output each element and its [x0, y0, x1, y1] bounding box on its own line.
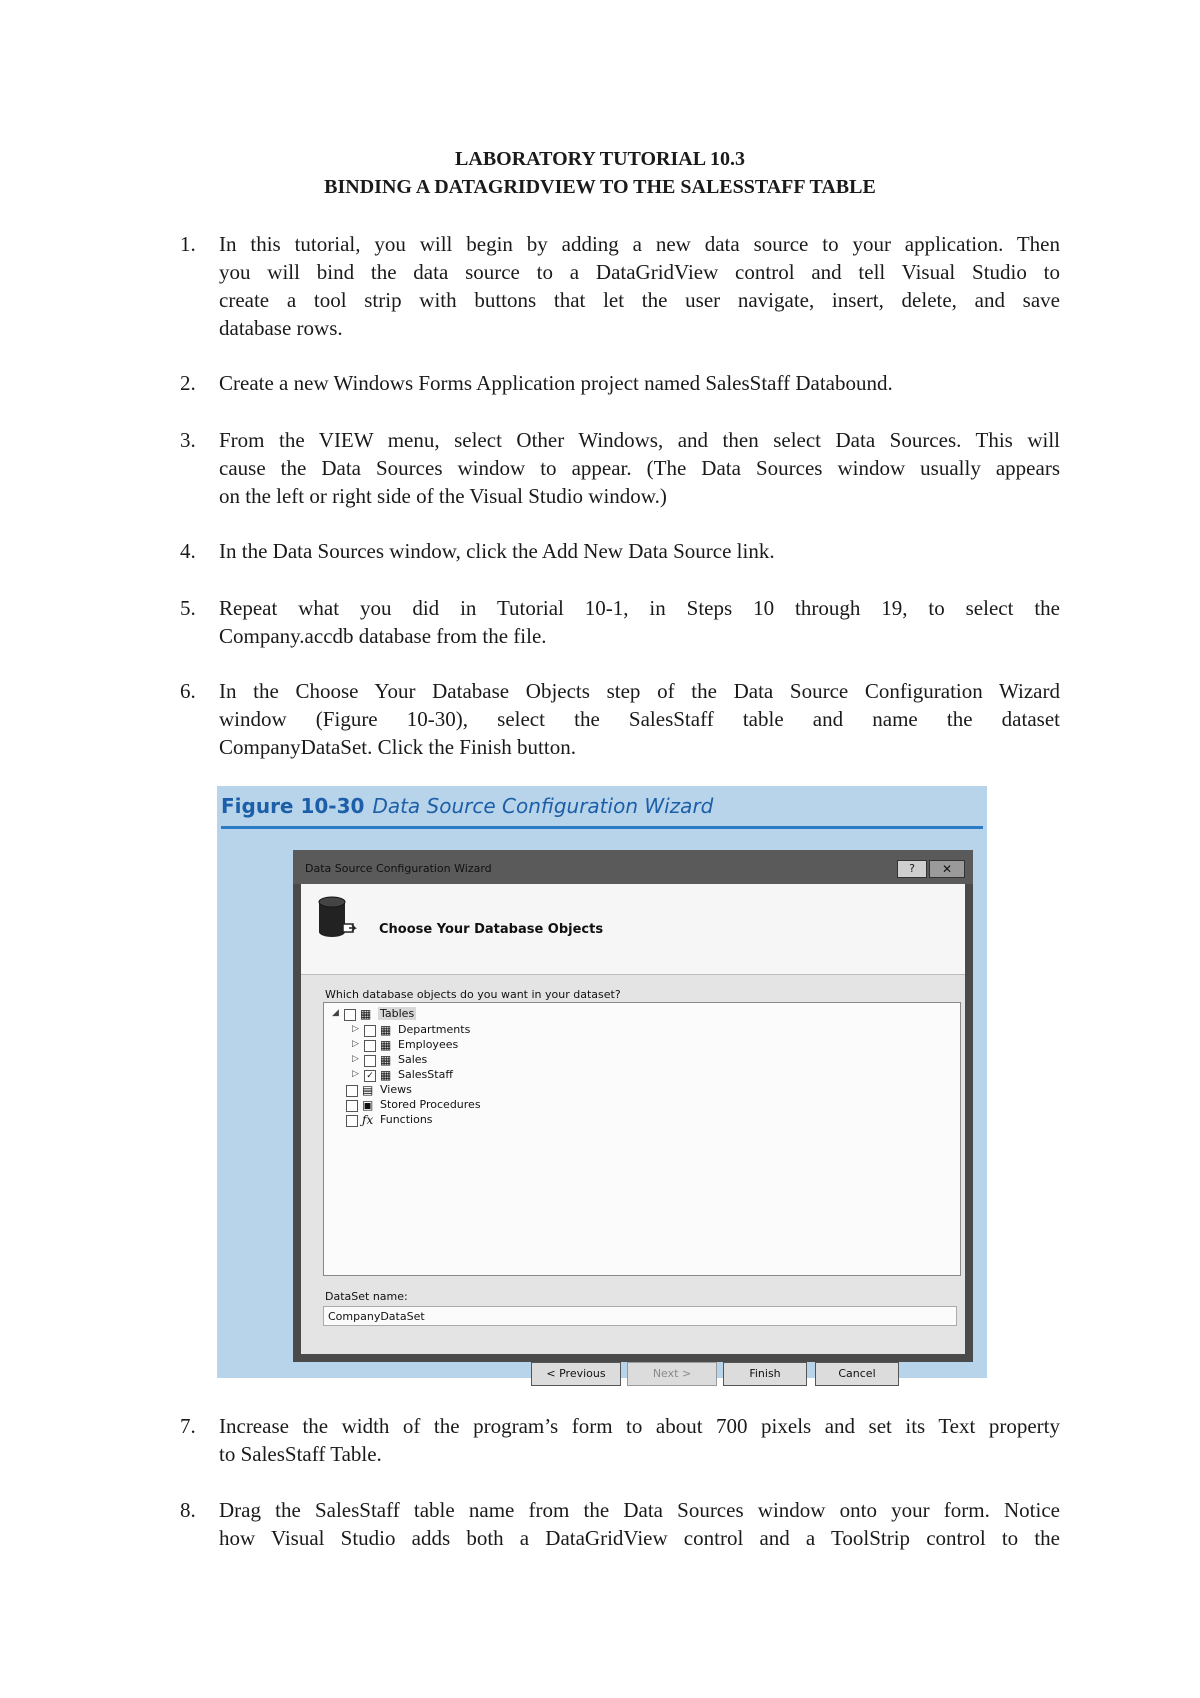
- step-number: 8.: [180, 1498, 196, 1522]
- help-button[interactable]: ?: [897, 860, 927, 878]
- previous-button[interactable]: < Previous: [531, 1362, 621, 1386]
- wizard-body: [301, 884, 965, 1380]
- salesstaff-checkbox[interactable]: ✓: [364, 1070, 376, 1082]
- step-number: 2.: [180, 371, 196, 395]
- step-text-line: database rows.: [219, 316, 343, 340]
- tree-node-label: Sales: [398, 1053, 428, 1066]
- step-text-line: on the left or right side of the Visual Studio window.): [219, 484, 667, 508]
- table-icon: ▦: [380, 1038, 392, 1052]
- database-objects-tree[interactable]: [323, 1002, 961, 1276]
- step-text-line: Drag the SalesStaff table name from the Data Sources window onto your form. Notice: [219, 1498, 1060, 1522]
- cancel-button[interactable]: Cancel: [815, 1362, 899, 1386]
- page-subtitle: BINDING A DATAGRIDVIEW TO THE SALESSTAFF TABLE: [324, 176, 876, 198]
- step-text-line: Company.accdb database from the file.: [219, 624, 547, 648]
- step-text-line: In the Choose Your Database Objects step of the Data Source Configuration Wizard: [219, 679, 1060, 703]
- table-icon: ▦: [380, 1023, 392, 1037]
- expand-arrow-icon[interactable]: ▷: [352, 1054, 359, 1064]
- wizard-header: [301, 884, 965, 975]
- objects-question: Which database objects do you want in your dataset?: [325, 988, 621, 1001]
- step-number: 6.: [180, 679, 196, 703]
- functions-checkbox[interactable]: [346, 1115, 358, 1127]
- tables-checkbox[interactable]: [344, 1009, 356, 1021]
- tree-node-label: Views: [380, 1083, 412, 1096]
- step-text-line: Repeat what you did in Tutorial 10-1, in Steps 10 through 19, to select the: [219, 596, 1060, 620]
- tree-node-label: Employees: [398, 1038, 459, 1051]
- figure-number: Figure 10-30: [221, 794, 365, 818]
- step-text-line: Increase the width of the program’s form to about 700 pixels and set its Text property: [219, 1414, 1060, 1438]
- figure-title: Data Source Configuration Wizard: [372, 794, 714, 818]
- next-button[interactable]: Next >: [627, 1362, 717, 1386]
- stored-procedures-checkbox[interactable]: [346, 1100, 358, 1112]
- figure-caption: [221, 794, 713, 818]
- table-icon: ▦: [380, 1068, 392, 1082]
- finish-button[interactable]: Finish: [723, 1362, 807, 1386]
- step-number: 5.: [180, 596, 196, 620]
- step-text-line: In this tutorial, you will begin by adding a new data source to your application. Then: [219, 232, 1060, 256]
- stored-procedure-icon: ▣: [362, 1098, 374, 1112]
- tree-node-label: SalesStaff: [398, 1068, 453, 1081]
- step-number: 7.: [180, 1414, 196, 1438]
- step-text-line: cause the Data Sources window to appear. (The Data Sources window usually appears: [219, 456, 1060, 480]
- dataset-name-label: DataSet name:: [325, 1290, 408, 1303]
- expand-arrow-icon[interactable]: ▷: [352, 1039, 359, 1049]
- view-icon: ▤: [362, 1083, 374, 1097]
- step-number: 1.: [180, 232, 196, 256]
- departments-checkbox[interactable]: [364, 1025, 376, 1037]
- employees-checkbox[interactable]: [364, 1040, 376, 1052]
- step-number: 3.: [180, 428, 196, 452]
- tree-node-label: Functions: [380, 1113, 433, 1126]
- step-text-line: Create a new Windows Forms Application project named SalesStaff Databound.: [219, 371, 893, 395]
- page-title: LABORATORY TUTORIAL 10.3: [455, 148, 745, 170]
- dataset-name-input[interactable]: CompanyDataSet: [323, 1306, 957, 1326]
- step-text-line: how Visual Studio adds both a DataGridView control and a ToolStrip control to the: [219, 1526, 1060, 1550]
- collapse-arrow-icon[interactable]: ◢: [332, 1008, 339, 1018]
- step-text-line: CompanyDataSet. Click the Finish button.: [219, 735, 576, 759]
- step-text-line: window (Figure 10-30), select the SalesStaff table and name the dataset: [219, 707, 1060, 731]
- step-text-line: to SalesStaff Table.: [219, 1442, 382, 1466]
- step-number: 4.: [180, 539, 196, 563]
- step-text-line: From the VIEW menu, select Other Windows, and then select Data Sources. This will: [219, 428, 1060, 452]
- database-icon: [313, 894, 363, 944]
- tree-node-label: Stored Procedures: [380, 1098, 481, 1111]
- step-text-line: In the Data Sources window, click the Add New Data Source link.: [219, 539, 775, 563]
- window-title: Data Source Configuration Wizard: [305, 862, 492, 875]
- tree-node-label: Tables: [380, 1007, 415, 1020]
- tables-icon: ▦: [360, 1007, 372, 1021]
- step-text-line: create a tool strip with buttons that let the user navigate, insert, delete, and save: [219, 288, 1060, 312]
- function-icon: ƒx: [362, 1113, 374, 1127]
- close-button[interactable]: ✕: [929, 860, 965, 878]
- step-text-line: you will bind the data source to a DataGridView control and tell Visual Studio to: [219, 260, 1060, 284]
- window-titlebar[interactable]: [293, 850, 973, 884]
- wizard-window: [293, 850, 973, 1380]
- figure: [217, 786, 987, 1378]
- views-checkbox[interactable]: [346, 1085, 358, 1097]
- sales-checkbox[interactable]: [364, 1055, 376, 1067]
- wizard-heading: Choose Your Database Objects: [379, 922, 604, 937]
- tree-node-label: Departments: [398, 1023, 471, 1036]
- expand-arrow-icon[interactable]: ▷: [352, 1024, 359, 1034]
- expand-arrow-icon[interactable]: ▷: [352, 1069, 359, 1079]
- table-icon: ▦: [380, 1053, 392, 1067]
- caption-divider: [221, 826, 983, 829]
